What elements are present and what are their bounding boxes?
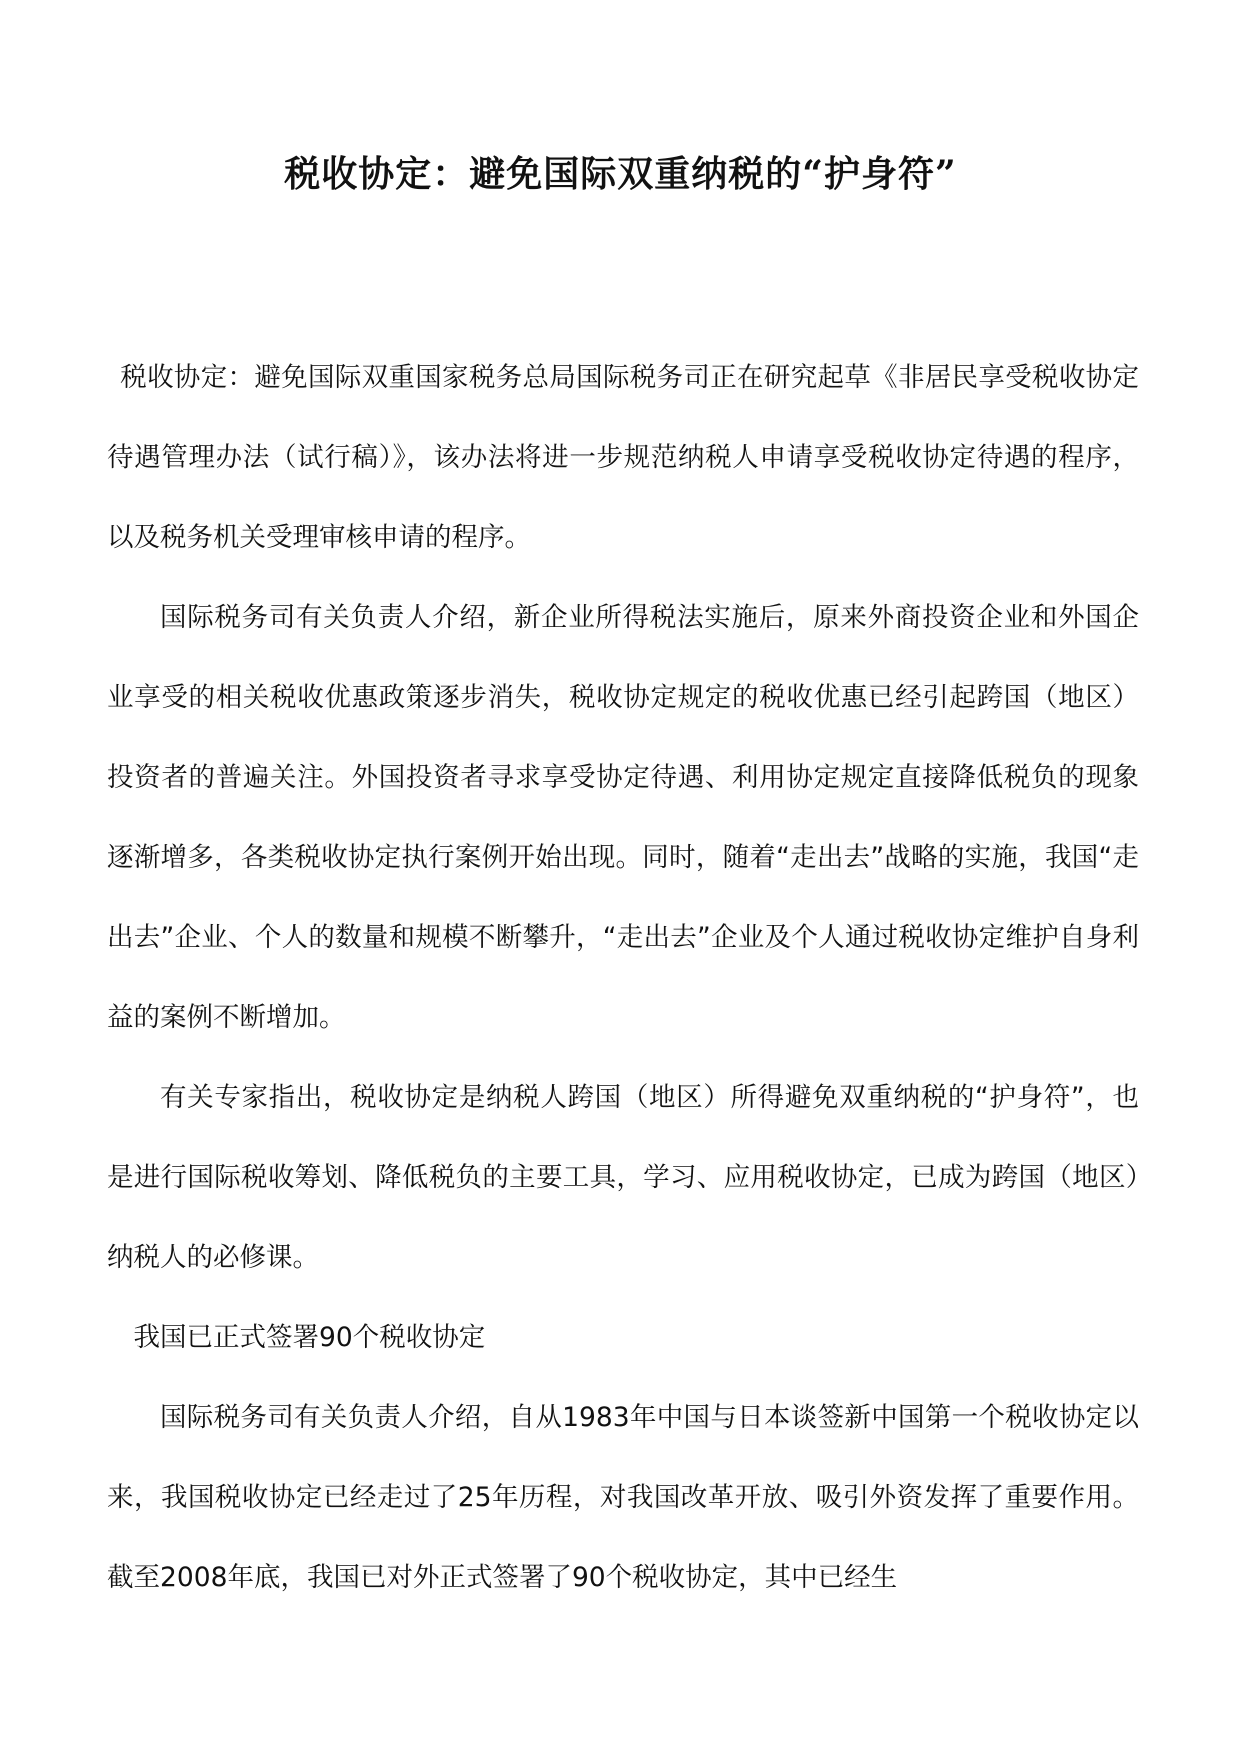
document-title: 税收协定：避免国际双重纳税的“护身符”: [284, 153, 957, 195]
section-heading: 我国已正式签署90个税收协定: [133, 1322, 486, 1353]
paragraph-expert-view: 有关专家指出，税收协定是纳税人跨国（地区）所得避免双重纳税的“护身符”，也是进行国际税收筹划、降低税负的主要工具，学习、应用税收协定，已成为跨国（地区）纳税人的必修课。: [107, 1082, 1139, 1273]
paragraph-history: 国际税务司有关负责人介绍，自从1983年中国与日本谈签新中国第一个税收协定以来，我国税收协定已经走过了25年历程，对我国改革开放、吸引外资发挥了重要作用。截至2008年底，我国已对外正式签署了90个税收协定，其中已经生: [107, 1402, 1139, 1593]
paragraph-background: 国际税务司有关负责人介绍，新企业所得税法实施后，原来外商投资企业和外国企业享受的相关税收优惠政策逐步消失，税收协定规定的税收优惠已经引起跨国（地区）投资者的普遍关注。外国投资者寻求享受协定待遇、利用协定规定直接降低税负的现象逐渐增多，各类税收协定执行案例开始出现。同时，随着“走出去”战略的实施，我国“走出去”企业、个人的数量和规模不断攀升，“走出去”企业及个人通过税收协定维护自身利益的案例不断增加。: [107, 602, 1139, 1033]
paragraph-intro: 税收协定：避免国际双重国家税务总局国际税务司正在研究起草《非居民享受税收协定待遇管理办法（试行稿）》，该办法将进一步规范纳税人申请享受税收协定待遇的程序，以及税务机关受理审核申请的程序。: [107, 362, 1139, 553]
document-body: [107, 338, 1139, 1618]
